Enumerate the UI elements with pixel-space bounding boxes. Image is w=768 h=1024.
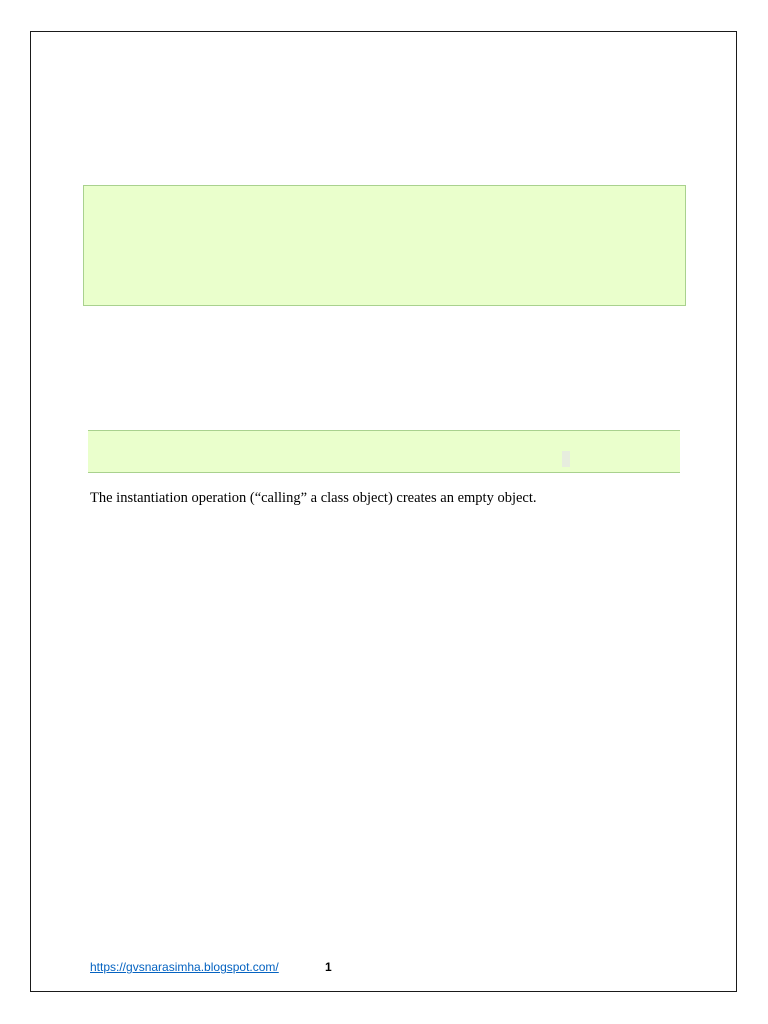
code-block-1 (83, 185, 686, 306)
page-border (30, 31, 737, 992)
code-block-2 (88, 430, 680, 473)
text-cursor (562, 451, 570, 467)
body-paragraph: The instantiation operation (“calling” a class object) creates an empty object. (90, 490, 537, 506)
page-number: 1 (325, 960, 332, 974)
footer-blog-link[interactable]: https://gvsnarasimha.blogspot.com/ (90, 960, 279, 974)
